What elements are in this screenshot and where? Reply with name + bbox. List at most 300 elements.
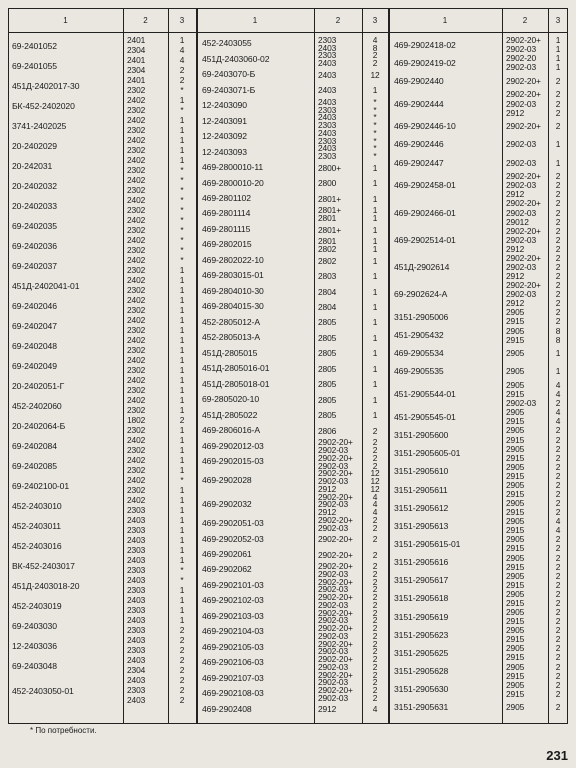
part-number: 469-2902440 — [394, 75, 444, 86]
quantity: 2 — [555, 398, 561, 409]
group-number: 2402 — [127, 295, 146, 305]
part-number: 469-2902101-03 — [202, 579, 264, 590]
group-number: 2302 — [127, 245, 146, 255]
group-number: 2902-03 — [506, 44, 537, 55]
group-number: 2402 — [127, 255, 146, 265]
quantity: 1 — [179, 345, 185, 355]
group-number: 2303 — [318, 104, 337, 115]
quantity: 1 — [179, 355, 185, 365]
group-number: 2912 — [506, 107, 525, 118]
group-number: 2902-03 — [506, 207, 537, 218]
part-number: 3741-2402025 — [12, 120, 67, 131]
quantity: 2 — [555, 307, 561, 318]
group-number: 2915 — [506, 434, 525, 445]
group-number: 2402 — [127, 275, 146, 285]
quantity: 2 — [179, 75, 185, 85]
group-number: 2801+ — [318, 224, 342, 235]
quantity: 2 — [372, 445, 378, 456]
group-number: 2902-20+ — [318, 437, 353, 448]
group-number: 2902-20+ — [506, 225, 541, 236]
group-number: 2402 — [127, 355, 146, 365]
part-number: 469-2902051-03 — [202, 518, 264, 529]
quantity: 2 — [179, 655, 185, 665]
quantity: 2 — [372, 584, 378, 595]
group-number: 2805 — [318, 379, 337, 390]
group-number: 2902-20+ — [318, 576, 353, 587]
group-number: 2915 — [506, 452, 525, 463]
quantity: * — [180, 185, 184, 195]
part-number: 20-2402051-Г — [12, 380, 65, 391]
group-number: 2902-03 — [318, 615, 349, 626]
group-number: 2303 — [127, 505, 146, 515]
quantity: 1 — [372, 317, 378, 328]
quantity: 1 — [372, 205, 378, 216]
part-number: 469-2905535 — [394, 366, 444, 377]
part-number: 452-2403055 — [202, 38, 252, 49]
quantity: 1 — [179, 615, 185, 625]
part-number: 20-2402064-Б — [12, 420, 66, 431]
group-number: 2302 — [127, 385, 146, 395]
column-header: 1 — [442, 16, 448, 25]
group-number: 2902-20+ — [318, 623, 353, 634]
part-number: 469-2902015-03 — [202, 456, 264, 467]
part-number: 469-2902446 — [394, 139, 444, 150]
quantity: 8 — [372, 42, 378, 53]
part-number: 69-2403070-Б — [202, 69, 256, 80]
quantity: 1 — [179, 285, 185, 295]
column-header: 2 — [335, 16, 341, 25]
quantity: 2 — [555, 702, 561, 713]
quantity: 2 — [372, 437, 378, 448]
part-number: 469-2806016-А — [202, 425, 260, 436]
quantity: 2 — [555, 89, 561, 100]
group-number: 2403 — [318, 143, 337, 154]
quantity: 4 — [372, 35, 378, 45]
part-number: 69-2402100-01 — [12, 480, 69, 491]
quantity: 1 — [179, 135, 185, 145]
column-header: 2 — [522, 16, 528, 25]
quantity: 2 — [555, 498, 561, 509]
group-number: 2403 — [127, 555, 146, 565]
quantity: 2 — [372, 514, 378, 525]
part-number: 451-2905545-01 — [394, 411, 456, 422]
part-number: 3151-2905006 — [394, 311, 449, 322]
quantity: 2 — [555, 107, 561, 118]
quantity: 1 — [372, 255, 378, 266]
group-number: 2902-20+ — [506, 198, 541, 209]
quantity: 4 — [555, 525, 561, 536]
group-number: 2905 — [506, 461, 525, 472]
part-number: 451-2905544-01 — [394, 389, 456, 400]
group-number: 2303 — [318, 151, 337, 162]
group-number: 2902-03 — [318, 599, 349, 610]
group-number: 2804 — [318, 301, 337, 312]
group-number: 2915 — [506, 334, 525, 345]
group-number: 2902-20+ — [318, 592, 353, 603]
quantity: * — [180, 205, 184, 215]
part-number: 12-2403090 — [202, 100, 247, 111]
group-number: 2902-03 — [318, 460, 349, 471]
group-number: 2915 — [506, 579, 525, 590]
part-number: 3151-2905613 — [394, 520, 449, 531]
group-number: 2803 — [318, 271, 337, 282]
group-number: 2902-03 — [318, 661, 349, 672]
part-number: 452-2402060 — [12, 400, 62, 411]
part-number: 69-2403071-Б — [202, 84, 256, 95]
group-number: 2805 — [318, 410, 337, 421]
group-number: 2403 — [127, 655, 146, 665]
quantity: 2 — [555, 688, 561, 699]
group-number: 2303 — [127, 685, 146, 695]
quantity: 1 — [179, 605, 185, 615]
quantity: 2 — [179, 675, 185, 685]
group-number: 2401 — [127, 55, 146, 65]
group-number: 2403 — [127, 695, 146, 705]
group-number: 2804 — [318, 286, 337, 297]
quantity: 1 — [372, 193, 378, 204]
quantity: 1 — [372, 332, 378, 343]
quantity: 12 — [370, 476, 380, 487]
quantity: 2 — [179, 645, 185, 655]
quantity: 2 — [372, 654, 378, 665]
group-number: 2912 — [318, 507, 337, 518]
quantity: * — [180, 215, 184, 225]
part-number: 3151-2905631 — [394, 702, 449, 713]
part-number: 452-2403050-01 — [12, 685, 74, 696]
group-number: 2915 — [506, 561, 525, 572]
group-number: 2902-03 — [318, 568, 349, 579]
part-number: 451Д-2805015 — [202, 347, 258, 358]
quantity: 1 — [179, 495, 185, 505]
group-number: 2402 — [127, 155, 146, 165]
quantity: 2 — [179, 665, 185, 675]
group-number: 2402 — [127, 475, 146, 485]
quantity: * — [373, 151, 377, 162]
column-divider — [548, 8, 549, 723]
part-number: 469-2804010-30 — [202, 285, 264, 296]
quantity: 2 — [555, 189, 561, 200]
quantity: 1 — [555, 35, 561, 45]
group-number: 2915 — [506, 416, 525, 427]
quantity: 2 — [372, 576, 378, 587]
quantity: * — [373, 143, 377, 154]
group-number: 2303 — [127, 525, 146, 535]
column-divider — [123, 8, 124, 723]
group-number: 2303 — [127, 605, 146, 615]
quantity: 4 — [555, 389, 561, 400]
quantity: 2 — [555, 479, 561, 490]
part-number: 469-2902107-03 — [202, 672, 264, 683]
group-number: 2902-20 — [506, 53, 537, 64]
part-number: 451Д-2902614 — [394, 262, 450, 273]
quantity: 2 — [555, 507, 561, 518]
quantity: 2 — [555, 643, 561, 654]
group-number: 2902-20+ — [318, 491, 353, 502]
part-number: 451Д-2403060-02 — [202, 53, 270, 64]
quantity: * — [180, 255, 184, 265]
quantity: 2 — [555, 616, 561, 627]
part-number: 69-2902624-А — [394, 289, 448, 300]
group-number: 2303 — [127, 545, 146, 555]
group-number: 2302 — [127, 225, 146, 235]
quantity: 2 — [372, 607, 378, 618]
part-number: ВК-452-2403017 — [12, 560, 75, 571]
quantity: 1 — [372, 348, 378, 359]
part-number: 451Д-2805016-01 — [202, 363, 270, 374]
quantity: 1 — [179, 375, 185, 385]
part-number: 3151-2905625 — [394, 647, 449, 658]
group-number: 2905 — [506, 607, 525, 618]
quantity: 1 — [372, 271, 378, 282]
group-number: 2905 — [506, 679, 525, 690]
quantity: 2 — [555, 225, 561, 236]
quantity: 2 — [555, 652, 561, 663]
part-number: 469-2902028 — [202, 475, 252, 486]
part-number: 12-2403036 — [12, 640, 57, 651]
quantity: 4 — [555, 416, 561, 427]
group-number: 2902-20+ — [506, 89, 541, 100]
group-number: 2403 — [127, 615, 146, 625]
quantity: 2 — [372, 692, 378, 703]
part-number: 469-2902444 — [394, 98, 444, 109]
part-number: 469-2800010-20 — [202, 177, 264, 188]
quantity: 1 — [372, 85, 378, 96]
part-number: 3151-2905617 — [394, 575, 449, 586]
group-number: 2802 — [318, 243, 337, 254]
group-number: 2402 — [127, 375, 146, 385]
group-number: 2912 — [506, 298, 525, 309]
quantity: 1 — [179, 595, 185, 605]
page-number: 231 — [546, 748, 568, 763]
quantity: 2 — [555, 570, 561, 581]
quantity: 2 — [179, 695, 185, 705]
group-number: 2902-03 — [506, 62, 537, 73]
quantity: 2 — [372, 685, 378, 696]
quantity: 1 — [372, 394, 378, 405]
quantity: 2 — [372, 561, 378, 572]
group-number: 2402 — [127, 455, 146, 465]
group-number: 2915 — [506, 616, 525, 627]
quantity: 4 — [372, 507, 378, 518]
group-number: 2303 — [318, 135, 337, 146]
group-number: 2912 — [506, 243, 525, 254]
part-number: 3151-2905628 — [394, 666, 449, 677]
quantity: 1 — [179, 335, 185, 345]
group-number: 1802 — [127, 415, 146, 425]
group-number: 2902-20+ — [318, 452, 353, 463]
part-number: 12-2403091 — [202, 115, 247, 126]
quantity: 1 — [372, 286, 378, 297]
part-number: 69-2402084 — [12, 440, 57, 451]
group-number: 2902-03 — [318, 677, 349, 688]
group-number: 2806 — [318, 425, 337, 436]
group-number: 2915 — [506, 470, 525, 481]
group-number: 2403 — [318, 42, 337, 53]
part-number: 452-2403010 — [12, 500, 62, 511]
quantity: * — [180, 245, 184, 255]
quantity: * — [373, 120, 377, 131]
part-number: 451-2905432 — [394, 330, 444, 341]
group-number: 2304 — [127, 65, 146, 75]
group-number: 2905 — [506, 348, 525, 359]
part-number: 469-2902419-02 — [394, 57, 456, 68]
part-number: 469-2802015 — [202, 239, 252, 250]
part-number: 469-2902062 — [202, 564, 252, 575]
part-number: 469-2902447 — [394, 157, 444, 168]
group-number: 2403 — [318, 58, 337, 69]
part-number: 20-2402033 — [12, 200, 57, 211]
group-number: 2302 — [127, 205, 146, 215]
quantity: 1 — [179, 125, 185, 135]
group-number: 2902-03 — [506, 98, 537, 109]
part-number: 451Д-2402041-01 — [12, 280, 80, 291]
group-number: 2805 — [318, 332, 337, 343]
quantity: 2 — [372, 615, 378, 626]
quantity: 1 — [179, 145, 185, 155]
group-number: 2403 — [127, 635, 146, 645]
group-number: 2905 — [506, 307, 525, 318]
quantity: 2 — [555, 489, 561, 499]
group-number: 2403 — [127, 515, 146, 525]
part-number: 469-2803015-01 — [202, 270, 264, 281]
part-number: 69-2401052 — [12, 40, 57, 51]
part-number: 451Д-2402017-30 — [12, 80, 80, 91]
section-divider — [388, 8, 390, 723]
group-number: 2902-03 — [318, 646, 349, 657]
group-number: 2912 — [318, 483, 337, 494]
group-number: 2905 — [506, 643, 525, 654]
column-divider — [362, 8, 363, 723]
part-number: 451Д-2805018-01 — [202, 378, 270, 389]
part-number: 69-2402036 — [12, 240, 57, 251]
group-number: 29012 — [506, 216, 529, 227]
group-number: 2915 — [506, 525, 525, 536]
group-number: 2403 — [318, 85, 337, 96]
part-number: 469-2902418-02 — [394, 39, 456, 50]
quantity: 2 — [179, 625, 185, 635]
quantity: 2 — [555, 298, 561, 309]
quantity: 1 — [179, 445, 185, 455]
group-number: 2304 — [127, 45, 146, 55]
group-number: 2912 — [506, 271, 525, 282]
group-number: 2905 — [506, 498, 525, 509]
group-number: 2905 — [506, 625, 525, 636]
column-divider — [168, 8, 169, 723]
group-number: 2902-03 — [506, 139, 537, 150]
quantity: 4 — [555, 516, 561, 527]
part-number: 452-2403016 — [12, 540, 62, 551]
group-number: 2401 — [127, 75, 146, 85]
quantity: 8 — [555, 334, 561, 345]
part-number: 20-242031 — [12, 160, 53, 171]
group-number: 2915 — [506, 634, 525, 645]
group-number: 2902-20+ — [506, 252, 541, 263]
part-number: 469-2804015-30 — [202, 301, 264, 312]
part-number: 3151-2905618 — [394, 593, 449, 604]
quantity: 2 — [555, 534, 561, 545]
quantity: 2 — [555, 252, 561, 263]
quantity: 2 — [179, 685, 185, 695]
group-number: 2905 — [506, 425, 525, 436]
group-number: 2801 — [318, 212, 337, 223]
quantity: 2 — [555, 679, 561, 690]
quantity: 1 — [372, 212, 378, 223]
group-number: 2800+ — [318, 162, 342, 173]
group-number: 2915 — [506, 597, 525, 608]
quantity: 2 — [372, 50, 378, 61]
quantity: 2 — [555, 452, 561, 463]
group-number: 2902-03 — [318, 584, 349, 595]
quantity: 4 — [372, 499, 378, 510]
group-number: 2902-03 — [506, 289, 537, 300]
group-number: 2302 — [127, 445, 146, 455]
group-number: 2403 — [127, 575, 146, 585]
quantity: 2 — [372, 623, 378, 634]
group-number: 2303 — [318, 35, 337, 45]
quantity: 2 — [555, 543, 561, 554]
quantity: 2 — [372, 599, 378, 610]
quantity: 2 — [555, 121, 561, 132]
quantity: 2 — [372, 669, 378, 680]
quantity: 2 — [555, 425, 561, 436]
quantity: * — [180, 575, 184, 585]
group-number: 2402 — [127, 335, 146, 345]
quantity: 4 — [179, 55, 185, 65]
quantity: 2 — [555, 470, 561, 481]
part-number: 469-2801114 — [202, 208, 251, 219]
group-number: 2905 — [506, 479, 525, 490]
part-number: 3151-2905623 — [394, 629, 449, 640]
quantity: 2 — [372, 460, 378, 471]
group-number: 2915 — [506, 389, 525, 400]
group-number: 2800 — [318, 178, 337, 189]
group-number: 2902-20+ — [318, 638, 353, 649]
part-number: 469-2902106-03 — [202, 657, 264, 668]
quantity: 2 — [555, 434, 561, 445]
quantity: 2 — [555, 625, 561, 636]
quantity: 2 — [179, 65, 185, 75]
group-number: 2805 — [318, 317, 337, 328]
column-header: 1 — [252, 16, 258, 25]
quantity: 2 — [372, 452, 378, 463]
part-number: 469-2902466-01 — [394, 207, 456, 218]
part-number: 3151-2905615-01 — [394, 538, 461, 549]
group-number: 2902-20+ — [318, 468, 353, 479]
quantity: 1 — [179, 325, 185, 335]
part-number: БК-452-2402020 — [12, 100, 75, 111]
quantity: 1 — [179, 515, 185, 525]
quantity: 2 — [372, 568, 378, 579]
quantity: 1 — [179, 485, 185, 495]
group-number: 2403 — [318, 127, 337, 138]
quantity: 1 — [179, 385, 185, 395]
quantity: 1 — [555, 44, 561, 55]
quantity: 2 — [555, 271, 561, 282]
table-right-border — [567, 8, 568, 723]
group-number: 2302 — [127, 345, 146, 355]
quantity: 1 — [179, 555, 185, 565]
part-number: 469-2902103-03 — [202, 610, 264, 621]
group-number: 2912 — [506, 189, 525, 200]
group-number: 2915 — [506, 507, 525, 518]
part-number: 3151-2905630 — [394, 684, 449, 695]
quantity: 2 — [555, 661, 561, 672]
quantity: 2 — [555, 180, 561, 191]
quantity: 1 — [179, 295, 185, 305]
part-number: 469-2902052-03 — [202, 533, 264, 544]
quantity: 2 — [555, 634, 561, 645]
part-number: 3151-2905610 — [394, 466, 449, 477]
